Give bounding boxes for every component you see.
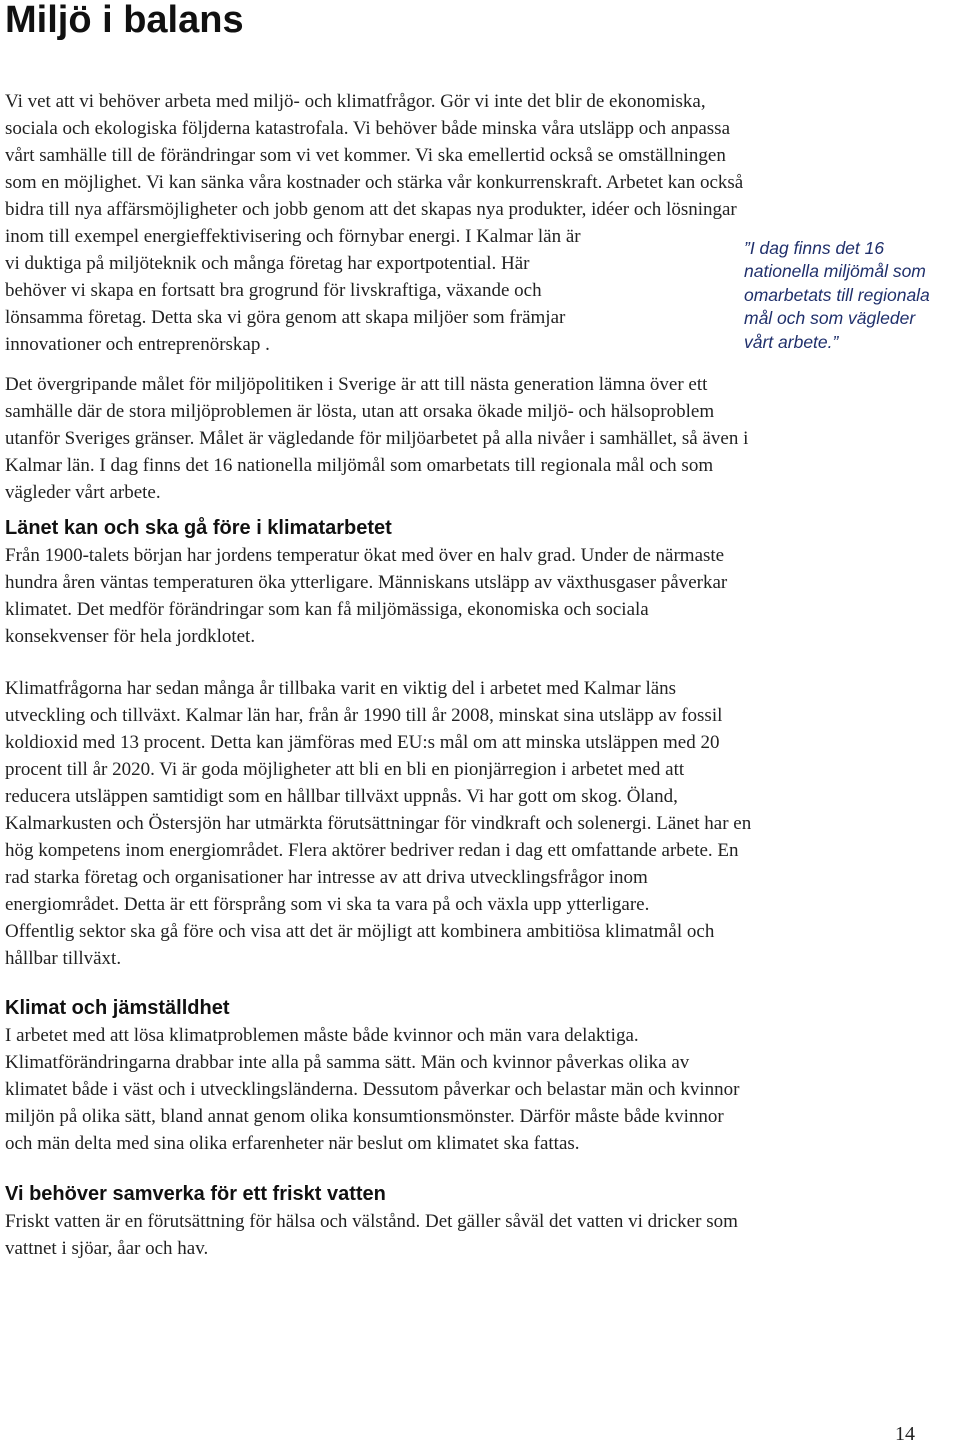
text-line: konsekvenser för hela jordklotet.: [5, 626, 256, 647]
quote-line: ”I dag finns det 16: [744, 238, 885, 258]
page-number: 14: [895, 1423, 915, 1445]
goal-paragraph: [5, 371, 748, 506]
text-line: Offentlig sektor ska gå före och visa att det är möjligt att kombinera ambitiösa klimatmål och: [5, 921, 715, 942]
text-line: utveckling och tillväxt. Kalmar län har, från år 1990 till år 2008, minskat sina utsläpp av fossil: [5, 705, 723, 726]
quote-line: omarbetats till regionala: [744, 284, 930, 305]
text-line: vattnet i sjöar, åar och hav.: [5, 1238, 209, 1259]
text-line: Det övergripande målet för miljöpolitiken i Sverige är att till nästa generation lämna över ett: [5, 374, 708, 395]
intro-paragraph: [5, 88, 743, 358]
text-line: och män delta med sina olika erfarenheter när beslut om klimatet ska fattas.: [5, 1133, 580, 1154]
text-line: utanför Sveriges gränser. Målet är vägledande för miljöarbetet på alla nivåer i samhället, så även i: [5, 428, 749, 449]
climate-paragraph-2: [5, 675, 751, 972]
quote-line: nationella miljömål som: [744, 261, 926, 282]
text-line: behöver vi skapa en fortsatt bra grogrund för livskraftiga, växande och: [5, 280, 542, 301]
gender-paragraph: [5, 1022, 739, 1157]
text-line: vårt samhälle till de förändringar som vi vet kommer. Vi ska emellertid också se omställningen: [5, 145, 726, 166]
section-heading-gender: Klimat och jämställdhet: [5, 997, 230, 1019]
text-line: samhälle där de stora miljöproblemen är lösta, utan att orsaka ökade miljö- och hälsoproblem: [5, 401, 715, 422]
text-line: vägleder vårt arbete.: [5, 482, 161, 503]
text-line: koldioxid med 13 procent. Detta kan jämföras med EU:s mål om att minska utsläppen med 20: [5, 732, 720, 753]
text-line: energiområdet. Detta är ett försprång som vi ska ta vara på och växla upp ytterligare.: [5, 894, 650, 915]
pull-quote: [744, 237, 960, 354]
quote-line: mål och som vägleder: [744, 308, 916, 329]
text-line: rad starka företag och organisationer har intresse av att driva utvecklingsfrågor inom: [5, 867, 648, 888]
text-line: som en möjlighet. Vi kan sänka våra kostnader och stärka vår konkurrenskraft. Arbetet kan också: [5, 172, 744, 193]
text-line: hög kompetens inom energiområdet. Flera aktörer bedriver redan i dag ett omfattande arbete. En: [5, 840, 739, 861]
text-line: klimatet. Det medför förändringar som kan få miljömässiga, ekonomiska och sociala: [5, 599, 649, 620]
text-line: miljön på olika sätt, bland annat genom olika konsumtionsmönster. Därför måste både kvinnor: [5, 1106, 724, 1127]
text-line: innovationer och entreprenörskap .: [5, 334, 270, 355]
text-line: procent till år 2020. Vi är goda möjligheter att bli en bli en pionjärregion i arbetet med att: [5, 759, 685, 780]
section-heading-climate: Länet kan och ska gå före i klimatarbetet: [5, 517, 392, 539]
water-paragraph: [5, 1208, 738, 1262]
text-line: Kalmar län. I dag finns det 16 nationella miljömål som omarbetats till regionala mål och som: [5, 455, 714, 476]
text-line: Kalmarkusten och Östersjön har utmärkta förutsättningar för vindkraft och solenergi. Länet har en: [5, 813, 752, 834]
text-line: Klimatförändringarna drabbar inte alla på samma sätt. Män och kvinnor påverkas olika av: [5, 1052, 690, 1073]
text-line: lönsamma företag. Detta ska vi göra genom att skapa miljöer som främjar: [5, 307, 566, 328]
text-line: klimatet både i väst och i utvecklingsländerna. Dessutom påverkar och belastar män och kvinnor: [5, 1079, 740, 1100]
text-line: vi duktiga på miljöteknik och många företag har exportpotential. Här: [5, 253, 530, 274]
quote-line: vårt arbete.”: [744, 331, 839, 352]
text-line: I arbetet med att lösa klimatproblemen måste både kvinnor och män vara delaktiga.: [5, 1025, 639, 1046]
text-line: inom till exempel energieffektivisering och förnybar energi. I Kalmar län är: [5, 226, 581, 247]
text-line: hundra åren väntas temperaturen öka ytterligare. Människans utsläpp av växthusgaser påverkar: [5, 572, 728, 593]
text-line: sociala och ekologiska följderna katastrofala. Vi behöver både minska våra utsläpp och anpassa: [5, 118, 731, 139]
text-line: reducera utsläppen samtidigt som en hållbar tillväxt uppnås. Vi har gott om skog. Öland,: [5, 786, 678, 807]
text-line: Friskt vatten är en förutsättning för hälsa och välstånd. Det gäller såväl det vatten vi dricker som: [5, 1211, 738, 1232]
section-heading-water: Vi behöver samverka för ett friskt vatten: [5, 1183, 386, 1205]
climate-paragraph-1: [5, 542, 727, 650]
page-title: Miljö i balans: [5, 0, 244, 41]
text-line: Vi vet att vi behöver arbeta med miljö- och klimatfrågor. Gör vi inte det blir de ekonomiska,: [5, 91, 706, 112]
text-line: Från 1900-talets början har jordens temperatur ökat med över en halv grad. Under de närmaste: [5, 545, 725, 566]
text-line: Klimatfrågorna har sedan många år tillbaka varit en viktig del i arbetet med Kalmar läns: [5, 678, 677, 699]
text-line: bidra till nya affärsmöjligheter och jobb genom att det skapas nya produkter, idéer och lösningar: [5, 199, 737, 220]
text-line: hållbar tillväxt.: [5, 948, 122, 969]
